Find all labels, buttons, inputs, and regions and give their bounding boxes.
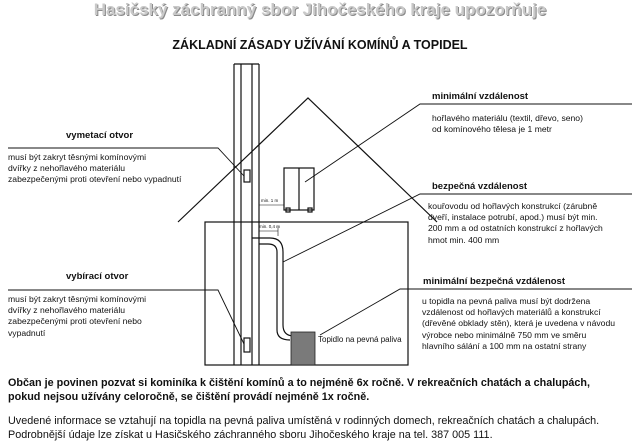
- page-title: ZÁKLADNÍ ZÁSADY UŽÍVÁNÍ KOMÍNŮ A TOPIDEL: [0, 38, 640, 52]
- stove-label: Topidlo na pevná paliva: [318, 334, 402, 345]
- bezp-vzd-line: dveří, instalace potrubí, apod.) musí být min.: [428, 212, 603, 223]
- vybiraci-line: musí být zakryt těsnými komínovými: [8, 294, 146, 305]
- min-bezp-heading: minimální bezpečná vzdálenost: [423, 276, 565, 287]
- min-bezp-line: (dřevěné obklady stěn), která je uvedena v návodu: [422, 318, 615, 329]
- vymetaci-text: [8, 152, 181, 186]
- footer-line: Podrobnější údaje lze získat u Hasičského záchranného sboru Jihočeského kraje na tel. 387 005 111.: [8, 429, 636, 442]
- vymetaci-line: musí být zakryt těsnými komínovými: [8, 152, 181, 163]
- min-bezp-line: u topidla na pevná paliva musí být dodržena: [422, 296, 615, 307]
- min-bezp-line: výrobce nebo minimálně 750 mm ve směru: [422, 330, 615, 341]
- footer-notice: [8, 415, 636, 442]
- vymetaci-line: dvířky z nehořlavého materiálu: [8, 163, 181, 174]
- bezp-vzd-line: 200 mm a od ostatních konstrukcí z hořlavých: [428, 223, 603, 234]
- footer-bold-line: Občan je povinen pozvat si kominíka k čištění komínů a to nejméně 6x ročně. V rekreačních chatách a chalupách,: [8, 377, 636, 391]
- bezp-vzd-line: hmot min. 400 mm: [428, 235, 603, 246]
- min-vzd-heading: minimální vzdálenost: [432, 91, 528, 102]
- vymetaci-line: zabezpečenými proti otevření nebo vypadnutí: [8, 174, 181, 185]
- min-vzd-text: [432, 113, 583, 135]
- min-bezp-line: vzdálenost od hořlavých materiálů a konstrukcí: [422, 307, 615, 318]
- header-text: Hasičský záchranný sbor Jihočeského kraje upozorňuje: [94, 0, 547, 19]
- dim-04m-label: min. 0,4 m: [259, 224, 280, 229]
- vybiraci-line: vypadnutí: [8, 328, 146, 339]
- bezp-vzd-line: kouřovodu od hořlavých konstrukcí (zárubně: [428, 201, 603, 212]
- cleaning-door-upper: [244, 170, 250, 182]
- footer-bold-line: pokud nejsou užívány celoročně, se čištění provádí nejméně 1x ročně.: [8, 391, 636, 405]
- vybiraci-text: [8, 294, 146, 339]
- flue-pipe-inner: [259, 244, 290, 340]
- roof-outline: [178, 98, 437, 222]
- footer-notice-bold: [8, 377, 636, 404]
- bezp-vzd-heading: bezpečná vzdálenost: [432, 181, 527, 192]
- vybiraci-heading: vybírací otvor: [66, 271, 128, 282]
- cleaning-door-lower: [244, 338, 250, 352]
- vybiraci-line: zabezpečenými proti otevření nebo: [8, 316, 146, 327]
- vymetaci-heading: vymetací otvor: [66, 130, 133, 141]
- stove: [291, 332, 315, 365]
- min-bezp-line: hlavního sálání a 100 mm na ostatní strany: [422, 341, 615, 352]
- dim-1m-label: min. 1 m: [261, 198, 278, 203]
- bezp-vzd-text: [428, 201, 603, 246]
- min-bezp-text: [422, 296, 615, 352]
- min-vzd-line: od komínového tělesa je 1 metr: [432, 124, 583, 135]
- flue-pipe-outer: [252, 238, 294, 336]
- vybiraci-line: dvířky z nehořlavého materiálu: [8, 305, 146, 316]
- footer-line: Uvedené informace se vztahují na topidla na pevná paliva umístěná v rodinných domech, rekreačních chatách a chalupách.: [8, 415, 636, 429]
- min-vzd-line: hořlavého materiálu (textil, dřevo, seno): [432, 113, 583, 124]
